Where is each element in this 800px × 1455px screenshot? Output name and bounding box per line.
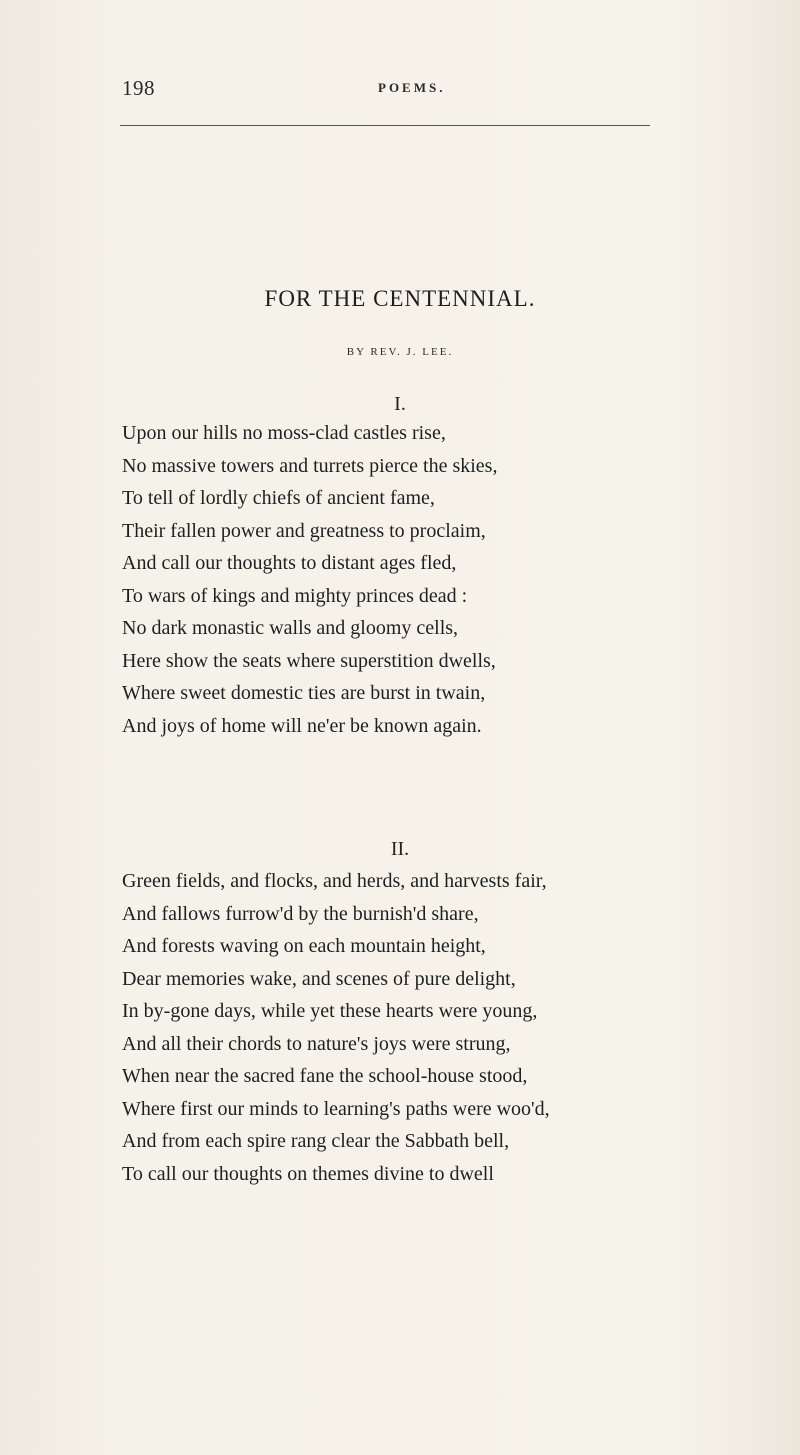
poem-line: Here show the seats where superstition dwells,: [122, 649, 496, 672]
poem-line: In by-gone days, while yet these hearts were young,: [122, 1000, 538, 1022]
stanza-1: [122, 417, 682, 742]
poem-line: And from each spire rang clear the Sabbath bell,: [122, 1130, 510, 1152]
page-number: 198: [122, 76, 155, 100]
header-rule: [120, 125, 650, 126]
poem-line: Dear memories wake, and scenes of pure delight,: [122, 967, 516, 990]
poem-line: To tell of lordly chiefs of ancient fame,: [122, 487, 435, 509]
poem-line: No dark monastic walls and gloomy cells,: [122, 617, 459, 639]
poem-line: And forests waving on each mountain height,: [122, 935, 486, 957]
poem-line: Upon our hills no moss-clad castles rise,: [122, 422, 446, 444]
poem-line: No massive towers and turrets pierce the skies,: [122, 454, 498, 477]
section-numeral-2: II.: [390, 838, 410, 860]
poem-line: Their fallen power and greatness to proclaim,: [122, 519, 486, 542]
poem-line: Where first our minds to learning's paths were woo'd,: [122, 1097, 550, 1120]
poem-line: Green fields, and flocks, and herds, and harvests fair,: [122, 870, 547, 892]
poem-line: When near the sacred fane the school-house stood,: [122, 1065, 528, 1087]
poem-line: To wars of kings and mighty princes dead :: [122, 584, 468, 607]
poem-line: And fallows furrow'd by the burnish'd share,: [122, 902, 479, 925]
poem-line: To call our thoughts on themes divine to dwell: [122, 1162, 494, 1185]
running-title: POEMS.: [378, 80, 446, 95]
poem-line: And call our thoughts to distant ages fled,: [122, 552, 457, 574]
stanza-2: [122, 865, 682, 1190]
poem-line: And all their chords to nature's joys were strung,: [122, 1032, 511, 1055]
poem-line: Where sweet domestic ties are burst in twain,: [122, 682, 486, 704]
section-numeral-1: I.: [394, 393, 406, 415]
poem-byline: BY REV. J. LEE.: [346, 346, 454, 358]
running-head: [0, 76, 800, 106]
poem-title: FOR THE CENTENNIAL.: [264, 286, 536, 311]
poem-line: And joys of home will ne'er be known again.: [122, 714, 482, 737]
